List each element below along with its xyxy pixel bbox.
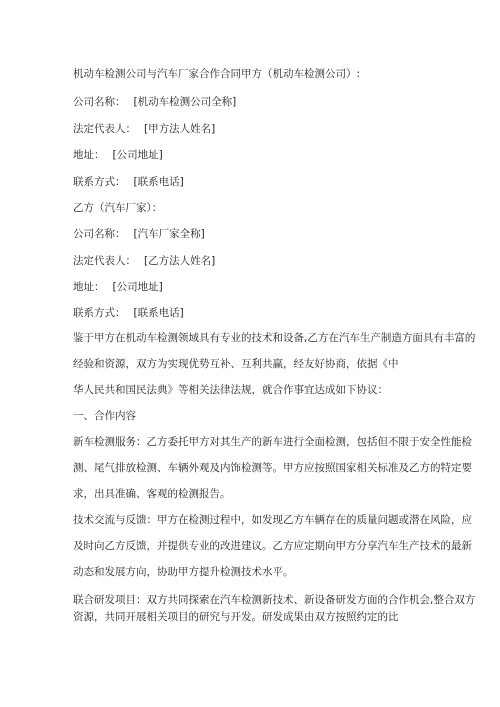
party-b-contact-value: [联系电话] (133, 307, 184, 319)
party-a-contact (73, 175, 184, 190)
preamble-line: 经验和资源，双方为实现优势互补、互利共赢，经友好协商，依据《中 (73, 358, 399, 370)
party-a-company (73, 95, 236, 110)
party-a-address (73, 148, 163, 163)
party-b-address-value: [公司地址] (112, 281, 163, 293)
party-b-company (73, 227, 205, 242)
party-a-rep (73, 122, 215, 137)
party-a-company-label: 公司名称： (73, 96, 126, 108)
party-b-rep-value: [乙方法人姓名] (144, 255, 216, 267)
party-b-rep (73, 254, 215, 269)
paragraph-line: 新车检测服务：乙方委托甲方对其生产的新车进行全面检测，包括但不限于安全性能检 (73, 436, 472, 448)
preamble-line: 华人民共和国民法典》等相关法律法规，就合作事宜达成如下协议： (73, 384, 388, 396)
party-a-rep-label: 法定代表人： (73, 123, 136, 135)
party-a-company-value: [机动车检测公司全称] (133, 96, 237, 108)
party-b-contact (73, 306, 184, 321)
preamble-line: 鉴于甲方在机动车检测领域具有专业的技术和设备,乙方在汽车生产制造方面具有丰富的 (73, 332, 476, 344)
paragraph-line: 及时向乙方反馈，并提供专业的改进建议。乙方应定期向甲方分享汽车生产技术的最新 (73, 540, 472, 552)
paragraph-line: 技术交流与反馈：甲方在检测过程中，如发现乙方车辆存在的质量问题或潜在风险，应 (73, 514, 472, 526)
paragraph-line: 求，出具准确、客观的检测报告。 (73, 488, 231, 500)
party-b-company-value: [汽车厂家全称] (133, 228, 205, 240)
paragraph-line: 联合研发项目：双方共同探索在汽车检测新技术、新设备研发方面的合作机会,整合双方 (73, 594, 476, 606)
contract-title: 机动车检测公司与汽车厂家合作合同甲方（机动车检测公司）: (73, 68, 361, 80)
party-a-rep-value: [甲方法人姓名] (144, 123, 216, 135)
party-b-address (73, 280, 163, 295)
party-a-contact-value: [联系电话] (133, 176, 184, 188)
paragraph-line: 测、尾气排放检测、车辆外观及内饰检测等。甲方应按照国家相关标准及乙方的特定要 (73, 462, 472, 474)
party-a-contact-label: 联系方式： (73, 176, 126, 188)
party-b-company-label: 公司名称： (73, 228, 126, 240)
party-a-address-value: [公司地址] (112, 149, 163, 161)
party-a-address-label: 地址： (73, 149, 105, 161)
section-heading: 一、合作内容 (73, 410, 136, 422)
party-b-rep-label: 法定代表人： (73, 255, 136, 267)
paragraph-line: 资源，共同开展相关项目的研究与开发。研发成果由双方按照约定的比 (73, 611, 399, 623)
party-b-heading: 乙方（汽车厂家）： (73, 202, 163, 214)
party-b-address-label: 地址： (73, 281, 105, 293)
party-b-contact-label: 联系方式： (73, 307, 126, 319)
paragraph-line: 动态和发展方向，协助甲方提升检测技术水平。 (73, 566, 294, 578)
